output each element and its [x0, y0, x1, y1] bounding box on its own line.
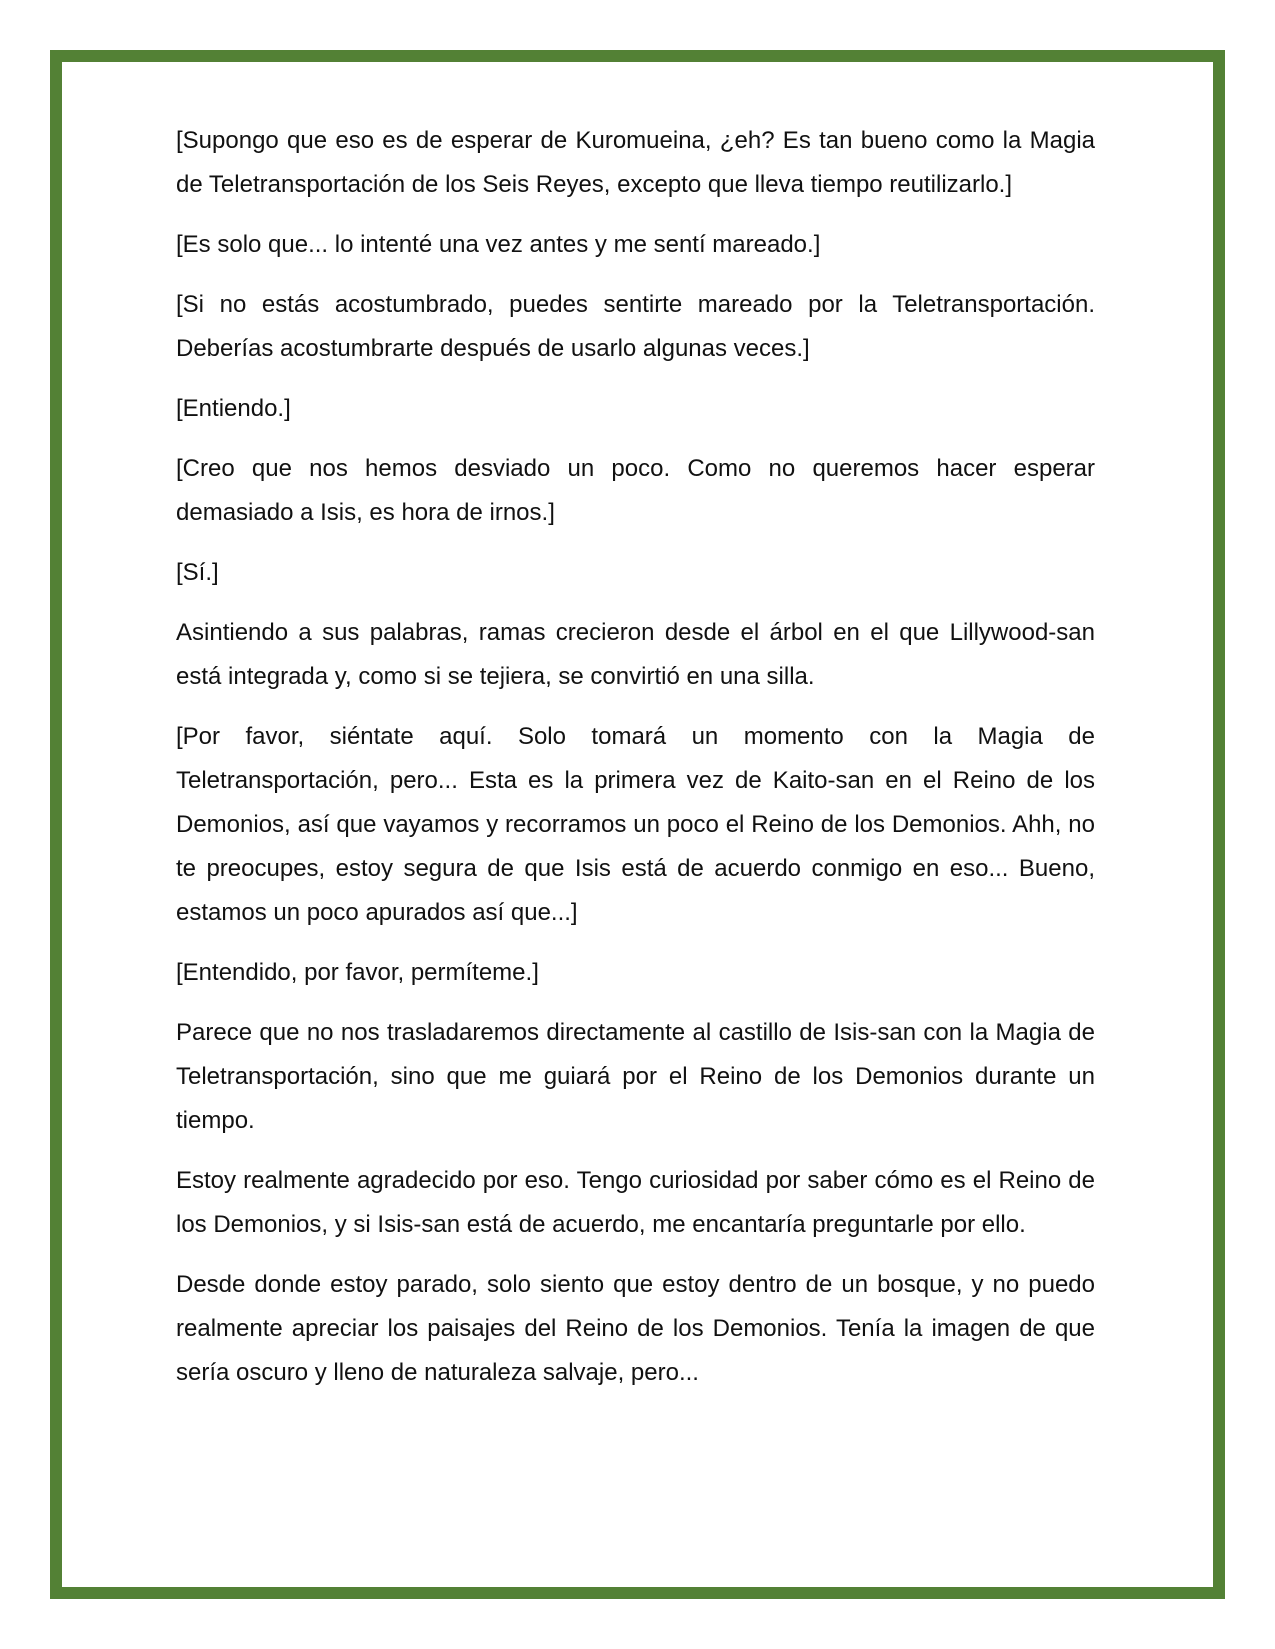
paragraph-12: Desde donde estoy parado, solo siento que estoy dentro de un bosque, y no puedo realmente apreciar los paisajes del Reino de los Demonios. Tenía la imagen de que sería oscuro y lleno de naturaleza salvaje, pero...	[176, 1271, 1095, 1386]
paragraph-11: Estoy realmente agradecido por eso. Tengo curiosidad por saber cómo es el Reino de los Demonios, y si Isis-san está de acuerdo, me encantaría preguntarle por ello.	[176, 1167, 1095, 1238]
paragraph-1: [Supongo que eso es de esperar de Kuromueina, ¿eh? Es tan bueno como la Magia de Teletransportación de los Seis Reyes, excepto que lleva tiempo reutilizarlo.]	[176, 127, 1095, 198]
paragraph-10: Parece que no nos trasladaremos directamente al castillo de Isis-san con la Magia de Teletransportación, sino que me guiará por el Reino de los Demonios durante un tiempo.	[176, 1019, 1095, 1134]
document-body	[176, 119, 1095, 1411]
paragraph-9: [Entendido, por favor, permíteme.]	[176, 959, 539, 986]
paragraph-6: [Sí.]	[176, 559, 219, 586]
paragraph-7: Asintiendo a sus palabras, ramas crecieron desde el árbol en el que Lillywood-san está integrada y, como si se tejiera, se convirtió en una silla.	[176, 619, 1095, 690]
paragraph-8: [Por favor, siéntate aquí. Solo tomará un momento con la Magia de Teletransportación, pero... Esta es la primera vez de Kaito-san en el Reino de los Demonios, así que vayamos y recorramos un poco el Reino de los Demonios. Ahh, no te preocupes, estoy segura de que Isis está de acuerdo conmigo en eso... Bueno, estamos un poco apurados así que...]	[176, 723, 1095, 926]
paragraph-2: [Es solo que... lo intenté una vez antes y me sentí mareado.]	[176, 231, 821, 258]
paragraph-5: [Creo que nos hemos desviado un poco. Como no queremos hacer esperar demasiado a Isis, es hora de irnos.]	[176, 455, 1095, 526]
paragraph-3: [Si no estás acostumbrado, puedes sentirte mareado por la Teletransportación. Deberías acostumbrarte después de usarlo algunas veces.]	[176, 291, 1095, 362]
paragraph-4: [Entiendo.]	[176, 395, 291, 422]
